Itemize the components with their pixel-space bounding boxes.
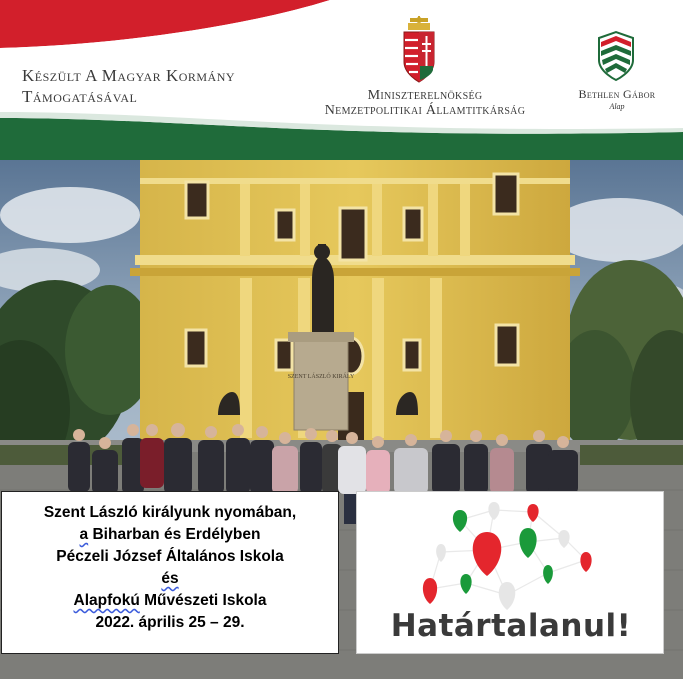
school-name-line: Péczeli József Általános Iskola [56, 548, 284, 565]
ministry-line-1: Miniszterelnökség [367, 88, 483, 103]
statue-plaque-text: SZENT LÁSZLÓ KIRÁLY [287, 374, 355, 380]
trip-region-line: a Biharban és Erdélyben [79, 526, 261, 543]
balloon-marks [423, 502, 592, 610]
fund-name: Bethlen Gábor [578, 87, 656, 101]
hungarian-coat-of-arms-icon [401, 16, 437, 86]
spellcheck-marked-word: és [161, 570, 179, 587]
network-balloons-icon [357, 492, 664, 612]
bethlen-gabor-logo-icon [597, 30, 635, 82]
ministry-line-2: Nemzetpolitikai Államtitkárság [324, 103, 526, 118]
spellcheck-marked-word: a [79, 526, 89, 543]
art-school-line: Alapfokú Művészeti Iskola [73, 592, 267, 609]
government-support-line-2: Támogatásával [22, 87, 138, 106]
program-title: Határtalanul! [390, 608, 632, 644]
trip-title-line: Szent László királyunk nyomában, [43, 504, 297, 521]
trip-info-box [1, 491, 339, 654]
fund-subtitle: Alap [609, 102, 625, 111]
government-support-line-1: Készült A Magyar Kormány [22, 66, 236, 85]
header-banner [0, 0, 683, 160]
conjunction-line [2, 568, 338, 590]
trip-dates-line: 2022. április 25 – 29. [95, 614, 245, 631]
hatartalanul-logo-box [356, 491, 664, 654]
spellcheck-marked-word: Alapfokú [73, 592, 140, 609]
